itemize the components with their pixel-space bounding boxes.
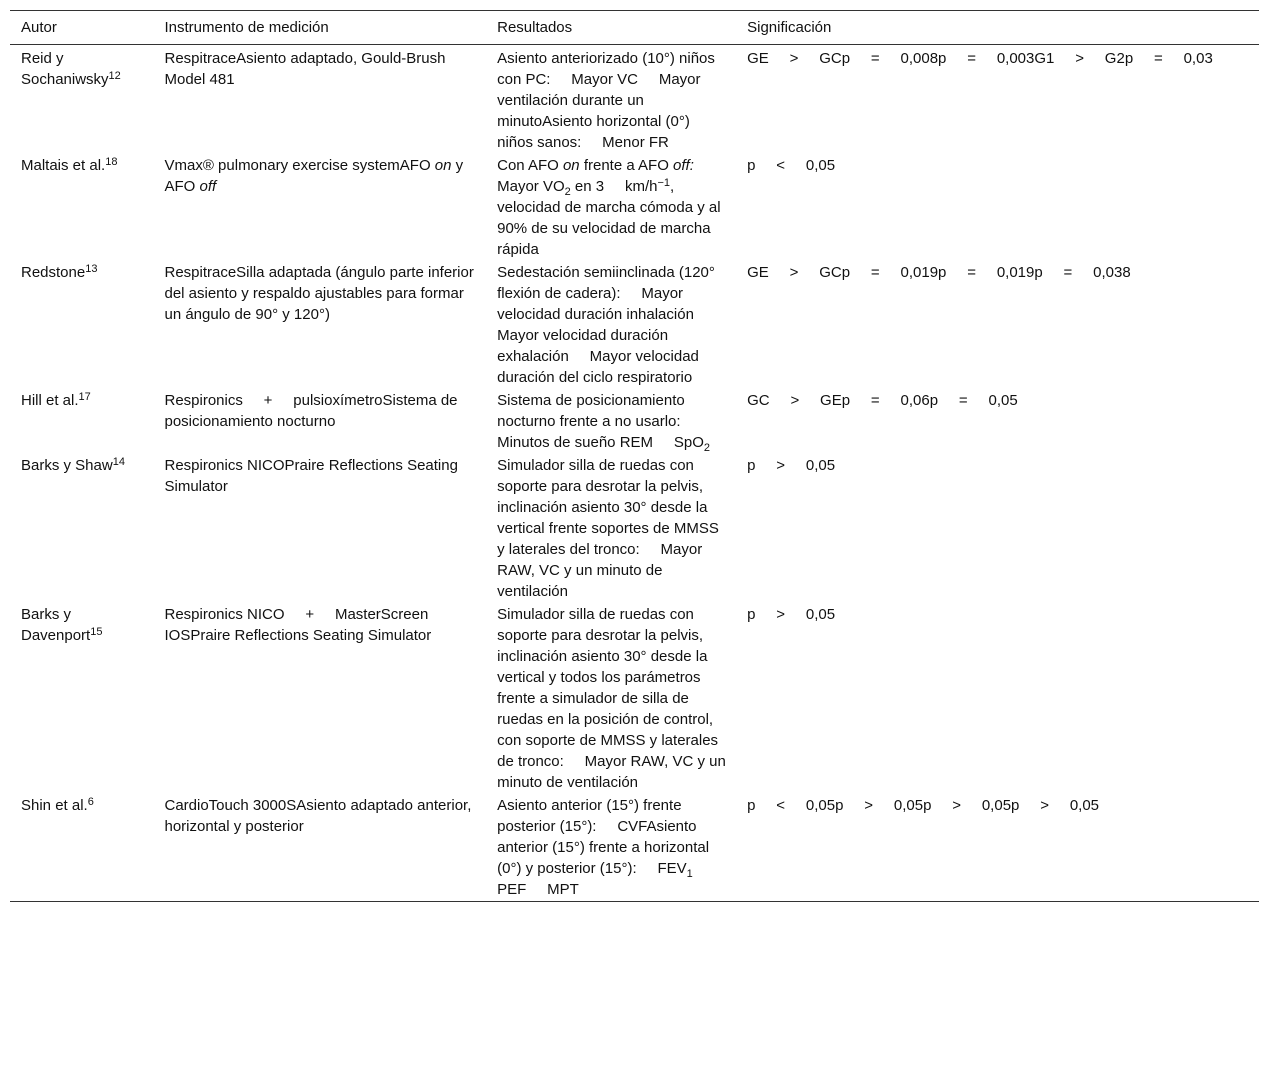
reference-number: 17 <box>78 391 91 403</box>
header-resultados: Resultados <box>497 19 573 36</box>
reference-number: 13 <box>85 263 98 275</box>
table-row <box>10 603 1259 794</box>
cell-instrumento: Respironics NICO + MasterScreen IOSPraire Reflections Seating Simulator <box>164 606 433 644</box>
cell-resultados: Con AFO on frente a AFO off: Mayor $VO_2$ en 3 $km/h^{-1}$, velocidad de marcha cómoda y al 90% de su velocidad de marcha rápida <box>497 157 721 258</box>
reference-number: 6 <box>87 796 94 808</box>
cell-autor: Reid y Sochaniwsky$^{12}$ <box>21 50 121 88</box>
header-autor: Autor <box>21 19 57 36</box>
header-instrumento: Instrumento de medición <box>164 19 329 36</box>
cell-instrumento: Respironics NICOPraire Reflections Seating Simulator <box>164 457 458 495</box>
cell-resultados: Simulador silla de ruedas con soporte para desrotar la pelvis, inclinación asiento 30° desde la vertical y todos los parámetros frente a simulador de silla de ruedas en la posición de control, con soporte de MMSS y laterales de tronco: Mayor RAW, VC y un minuto de ventilación <box>497 606 730 791</box>
cell-resultados: Asiento anteriorizado (10°) niños con PC: Mayor VC Mayor ventilación durante un minutoAsiento horizontal (0°) niños sanos: Menor FR <box>497 50 720 151</box>
reference-number: 15 <box>90 626 103 638</box>
cell-autor: Maltais et al.$^{18}$ <box>21 156 118 174</box>
header-significacion: Significación <box>747 19 832 36</box>
cell-resultados: Sedestación semiinclinada (120° flexión de cadera): Mayor velocidad duración inhalación Mayor velocidad duración exhalación Mayor velocidad duración del ciclo respiratorio <box>497 264 720 386</box>
table-row <box>10 389 1259 454</box>
cell-significacion: p > 0,05 <box>747 457 836 474</box>
table-row <box>10 261 1259 389</box>
cell-resultados: Asiento anterior (15°) frente posterior (15°): CVFAsiento anterior (15°) frente a horizontal (0°) y posterior (15°): $FEV_1$ PEF MPT <box>497 797 714 898</box>
table-container <box>10 10 1259 902</box>
header-row <box>10 11 1259 45</box>
cell-autor: Barks y Davenport$^{15}$ <box>21 606 103 644</box>
cell-significacion: p > 0,05 <box>747 606 836 623</box>
cell-instrumento: RespitraceSilla adaptada (ángulo parte inferior del asiento y respaldo ajustables para formar un ángulo de 90° y 120°) <box>164 264 474 323</box>
cell-significacion: GE > GCp = 0,019p = 0,019p = 0,038 <box>747 264 1131 281</box>
table-row <box>10 154 1259 261</box>
reference-number: 14 <box>112 456 125 468</box>
cell-instrumento: CardioTouch 3000SAsiento adaptado anterior, horizontal y posterior <box>164 797 472 835</box>
cell-resultados: Sistema de posicionamiento nocturno frente a no usarlo: Minutos de sueño REM SpO$_2$ <box>497 392 710 454</box>
reference-number: 18 <box>105 156 118 168</box>
table-row <box>10 454 1259 603</box>
table-row <box>10 45 1259 155</box>
cell-significacion: GC > GEp = 0,06p = 0,05 <box>747 392 1018 409</box>
cell-autor: Redstone$^{13}$ <box>21 263 98 281</box>
cell-significacion: GE > GCp = 0,008p = 0,003G1 > G2p = 0,03 <box>747 50 1213 67</box>
cell-autor: Shin et al.$^6$ <box>21 796 94 814</box>
cell-instrumento: Respironics + pulsioxímetroSistema de posicionamiento nocturno <box>164 392 462 430</box>
results-table <box>10 10 1259 902</box>
cell-significacion: p < 0,05 <box>747 157 836 174</box>
cell-autor: Hill et al.$^{17}$ <box>21 391 91 409</box>
cell-resultados: Simulador silla de ruedas con soporte para desrotar la pelvis, inclinación asiento 30° desde la vertical frente soportes de MMSS y laterales del tronco: Mayor RAW, VC y un minuto de ventilación <box>497 457 724 600</box>
reference-number: 12 <box>108 70 121 82</box>
table-row <box>10 794 1259 902</box>
cell-autor: Barks y Shaw$^{14}$ <box>21 456 125 474</box>
cell-instrumento: Vmax® pulmonary exercise systemAFO on y AFO off <box>164 157 464 195</box>
cell-significacion: p < 0,05p > 0,05p > 0,05p > 0,05 <box>747 797 1100 814</box>
cell-instrumento: RespitraceAsiento adaptado, Gould-Brush Model 481 <box>164 50 446 88</box>
